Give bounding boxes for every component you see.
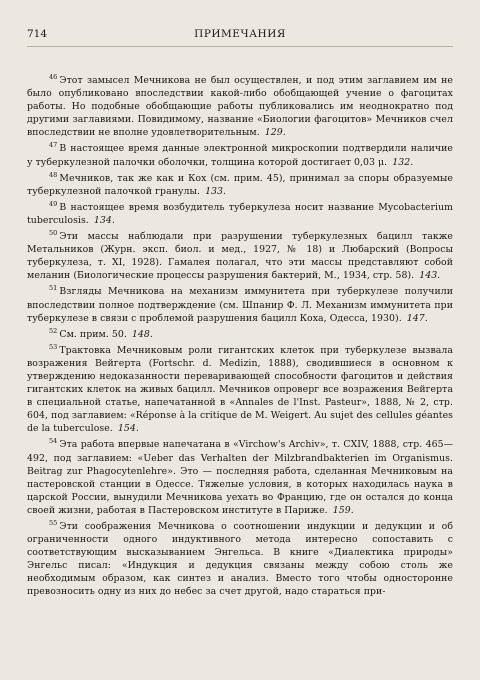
- note-number: 50: [49, 229, 58, 238]
- page-reference: 148.: [131, 328, 153, 340]
- note-number: 55: [49, 519, 58, 527]
- note-number: 51: [49, 284, 58, 293]
- note-number: 48: [49, 170, 58, 179]
- note-text: Мечников, так же как и Кох (см. прим. 45), принимал за споры образуемые туберкулезной палочкой гранулы.: [27, 172, 453, 197]
- note-number: 46: [49, 73, 58, 81]
- note-text: В настоящее время данные электронной микроскопии подтвердили наличие у туберкулезной палочки оболочки, толщина которой достигает 0,03 μ.: [27, 143, 453, 168]
- note-48: [27, 169, 453, 198]
- note-47: [27, 139, 453, 168]
- note-text: Эта работа впервые напечатана в «Virchow's Archiv», т. CXIV, 1888, стр. 465—492, под заглавием: «Ueber das Verhalten der Milzbrandbakterien im Organismus. Beitrag zur Phagocytenlehre». Это — последняя работа, сделанная Мечниковым на пастеровской станции в Одессе. Тяжелые условия, в которых находилась наука в царской России, вынудили Мечникова уехать во Францию, где он остался до конца своей жизни, работая в Пастеровском институте в Париже.: [27, 439, 453, 516]
- note-number: 54: [49, 437, 58, 446]
- notes-list: [27, 71, 453, 599]
- note-54: [27, 435, 453, 517]
- note-text: См. прим. 50.: [59, 328, 127, 340]
- page-number: 714: [27, 28, 48, 40]
- note-text: В настоящее время возбудитель туберкулеза носит название Mycobacterium tuberculosis.: [27, 201, 453, 226]
- note-49: [27, 198, 453, 227]
- page-reference: 132.: [392, 156, 414, 168]
- note-53: [27, 341, 453, 436]
- note-55: [27, 517, 453, 599]
- note-text: Эти массы наблюдали при разрушении туберкулезных бацилл также Метальников (Журн. эксп. биол. и мед., 1927, № 18) и Любарский (Вопросы туберкулеза, т. XI, 1928). Гамалея полагал, что эти массы представляют собой меланин (Биологические процессы разрушения бактерий, М., 1934, стр. 58).: [27, 231, 453, 282]
- running-head: ПРИМЕЧАНИЯ: [194, 28, 286, 40]
- page-reference: 133.: [205, 185, 227, 197]
- note-text: Эти соображения Мечникова о соотношении индукции и дедукции и об ограниченности одного индуктивного метода интересно сопоставить с соответствующим высказыванием Энгельса. В книге «Диалектика природы» Энгельс писал: «Индукция и дедукция связаны между собою столь же необходимым образом, как синтез и анализ. Вместо того чтобы односторонне превозносить одну из них до небес за счет другой, надо стараться при-: [27, 521, 453, 598]
- page-reference: 143.: [419, 270, 441, 282]
- note-number: 47: [49, 141, 58, 150]
- note-50: [27, 227, 453, 282]
- note-number: 52: [49, 326, 58, 335]
- page-reference: 134.: [93, 214, 115, 226]
- note-46: [27, 71, 453, 139]
- page-reference: 159.: [332, 504, 354, 516]
- note-52: [27, 325, 453, 341]
- note-51: [27, 282, 453, 324]
- page-reference: 147.: [406, 312, 428, 324]
- page-reference: 129.: [264, 127, 286, 139]
- note-text: Трактовка Мечниковым роли гигантских клеток при туберкулезе вызвала возражения Вейгерта (Fortschr. d. Medizin, 1888), сводившиеся в основном к утверждению недоказанности переваривающей способности фагоцитов и действия гигантских клеток на живых бацилл. Мечников опроверг все возражения Вейгерта в специальной статье, напечатанной в «Annales de l'Inst. Pasteur», 1888, № 2, стр. 604, под заглавием: «Réponse à la critique de M. Weigert. Au sujet des cellules géantes de la tuberculose.: [27, 344, 453, 435]
- note-number: 53: [49, 342, 58, 351]
- note-text: Этот замысел Мечникова не был осуществлен, и под этим заглавием им не было опубликовано впоследствии какой-либо обобщающей учение о фагоцитах работы. Но подобные обобщающие работы публиковались им неоднократно под другими заглавиями. Повидимому, название «Биологии фагоцитов» Мечников счел впоследствии не вполне удовлетворительным.: [27, 75, 453, 139]
- page-header: [27, 28, 453, 47]
- page-reference: 154.: [117, 423, 139, 435]
- note-number: 49: [49, 199, 58, 208]
- note-text: Взгляды Мечникова на механизм иммунитета при туберкулезе получили впоследствии полное подтверждение (см. Шпанир Ф. Л. Механизм иммунитета при туберкулезе в связи с проблемой разрушения бацилл Коха, Одесса, 1930).: [27, 286, 453, 324]
